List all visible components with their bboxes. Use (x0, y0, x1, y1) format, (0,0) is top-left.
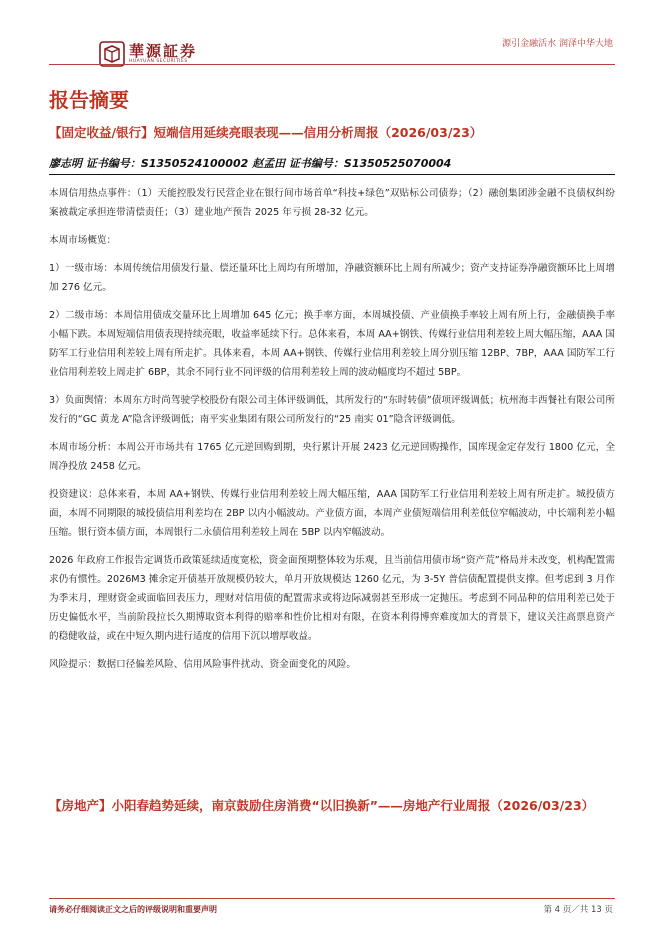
paragraph-market-analysis: 本周市场分析：本周公开市场共有 1765 亿元逆回购到期，央行累计开展 2423 亿元逆回购操作，国库现金定存发行 1800 亿元，全周净投放 2458 亿元。 (49, 442, 615, 472)
logo-chinese-name: 華源証券 (129, 42, 198, 60)
header-slogan: 源引金融活水 润泽中华大地 (502, 39, 613, 49)
report-heading-real-estate: 【房地产】小阳春趋势延续，南京鼓励住房消费“以旧换新”——房地产行业周报（2026/03/23） (49, 798, 595, 813)
page-header (0, 0, 662, 70)
paragraph-primary-market: 1）一级市场：本周传统信用债发行量、偿还量环比上周均有所增加，净融资额环比上周有所减少；资产支持证券净融资额环比上周增加 276 亿元。 (49, 263, 615, 293)
header-divider (49, 64, 615, 65)
paragraph-negative-news: 3）负面舆情：本周东方时尚驾驶学校股份有限公司主体评级调低，其所发行的“东时转债”债项评级调低；杭州海丰西餐社有限公司所发行的“GC 黄龙 A”隐含评级调低；南平实业集团有限公司所发行的“25 南实 01”隐含评级调低。 (49, 395, 615, 425)
paragraph-outlook: 2026 年政府工作报告定调货币政策延续适度宽松，资金面预期整体较为乐观，且当前信用债市场“资产荒”格局并未改变，机构配置需求仍有惯性。2026M3 摊余定开债基开放规模仍较大，单月开放规模达 1260 亿元，为 3-5Y 普信债配置提供支撑。但考虑到 3 月作为季末月，理财资金或面临回表压力，理财对信用债的配置需求或将边际减弱甚至形成一定抛压。考虑到不同品种的信用利差已处于历史偏低水平，当前阶段拉长久期博取资本利得的赔率和性价比相对有限，在资本利得博弈难度加大的背景下，建议关注高票息资产的稳健收益，或在中短久期内进行适度的信用下沉以增厚收益。 (49, 555, 615, 642)
report-authors: 廖志明 证书编号：S1350524100002 赵孟田 证书编号：S1350525070004 (49, 157, 452, 170)
logo-english-name: HUAYUAN SECURITIES (129, 59, 188, 64)
paragraph-hot-events: 本周信用热点事件：（1）天能控股发行民营企业在银行间市场首单“科技+绿色”双贴标公司债券；（2）融创集团涉金融不良债权纠纷案被裁定承担连带清偿责任；（3）建业地产预告 2025 年亏损 28-32 亿元。 (49, 188, 615, 218)
paragraph-risk-warning: 风险提示：数据口径偏差风险、信用风险事件扰动、资金面变化的风险。 (49, 659, 356, 670)
report-body (49, 184, 615, 683)
authors-divider (49, 174, 615, 175)
report-heading-fixed-income: 【固定收益/银行】短端信用延续亮眼表现——信用分析周报（2026/03/23） (49, 125, 483, 140)
paragraph-investment-advice: 投资建议：总体来看，本周 AA+钢铁、传媒行业信用利差较上周大幅压缩，AAA 国防军工行业信用利差较上周有所走扩。城投债方面，本周不同期限的城投债信用利差均在 2BP 以内小幅波动。产业债方面，本周产业债短端信用利差低位窄幅波动，中长端利差小幅压缩。银行资本债方面，本周银行二永债信用利差较上周在 5BP 以内窄幅波动。 (49, 489, 615, 538)
paragraph-secondary-market: 2）二级市场：本周信用债成交量环比上周增加 645 亿元；换手率方面，本周城投债、产业债换手率较上周有所上行，金融债换手率小幅下跌。本周短端信用债表现持续亮眼，收益率延续下行。总体来看，本周 AA+钢铁、传媒行业信用利差较上周大幅压缩，AAA 国防军工行业信用利差较上周有所走扩。具体来看，本周 AA+钢铁、传媒行业信用利差较上周分别压缩 12BP、7BP，AAA 国防军工行业信用利差较上周走扩 6BP，其余不同行业不同评级的信用利差较上周的波动幅度均不超过 5BP。 (49, 310, 615, 378)
page-number: 第 4 页／共 13 页 (543, 905, 613, 915)
footer-divider (49, 898, 615, 899)
paragraph-market-overview-label: 本周市场概览： (49, 235, 117, 246)
page-title: 报告摘要 (49, 88, 129, 112)
footer-disclaimer: 请务必仔细阅读正文之后的评级说明和重要声明 (49, 905, 217, 914)
